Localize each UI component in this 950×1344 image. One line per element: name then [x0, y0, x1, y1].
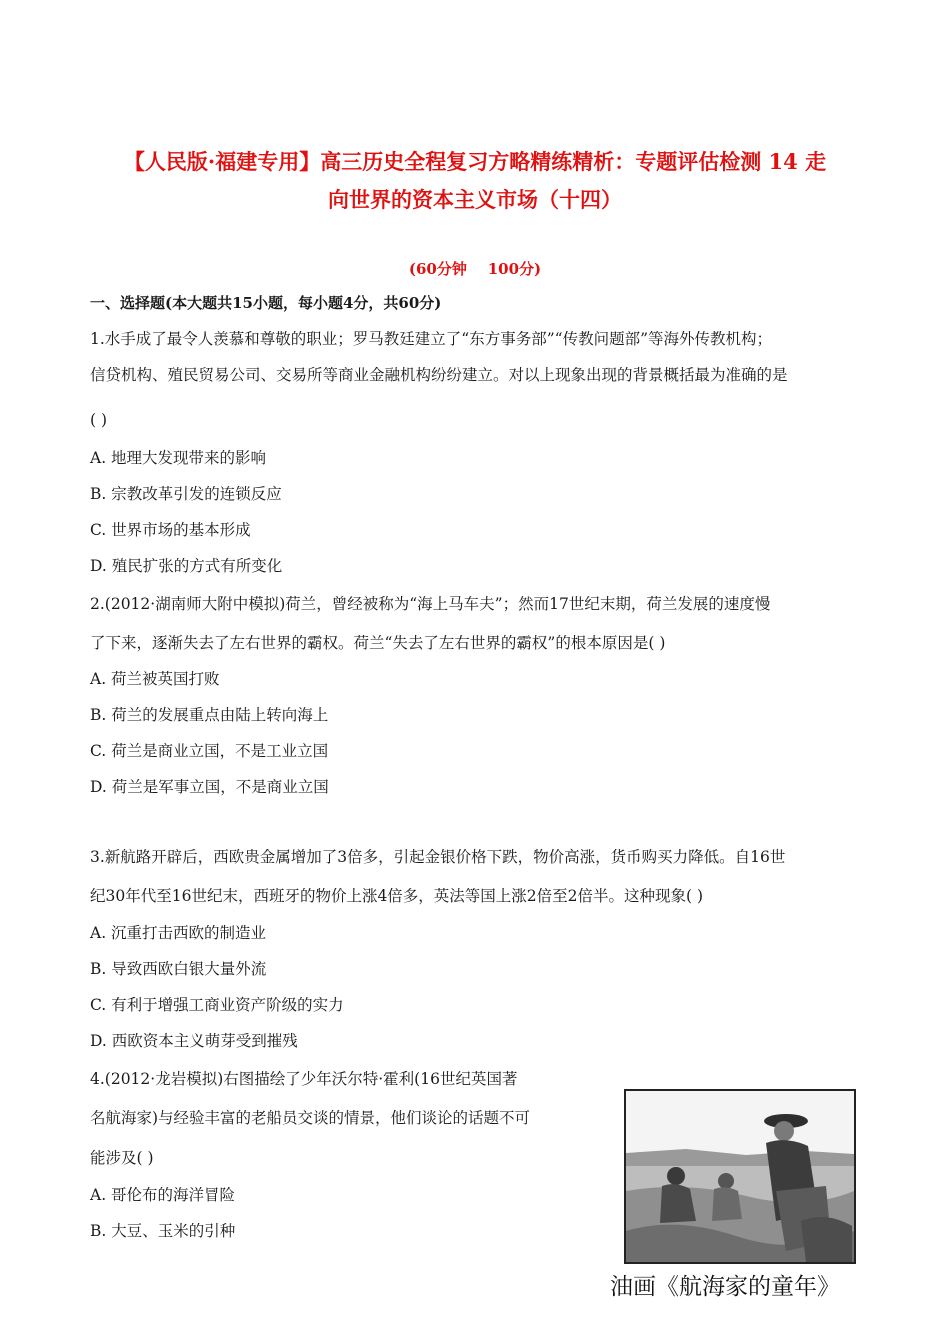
q1-option-a: A. 地理大发现带来的影响 [90, 449, 267, 467]
q2-stem-line-2: 了下来，逐渐失去了左右世界的霸权。荷兰“失去了左右世界的霸权”的根本原因是( ) [90, 634, 666, 652]
q4-stem-line-1: 4.(2012·龙岩模拟)右图描绘了少年沃尔特·霍利(16世纪英国著 [90, 1070, 518, 1088]
q1-option-d: D. 殖民扩张的方式有所变化 [90, 557, 283, 575]
document-title [80, 143, 870, 219]
q3-option-a: A. 沉重打击西欧的制造业 [90, 924, 267, 942]
q1-option-b: B. 宗教改革引发的连锁反应 [90, 485, 282, 503]
painting-figure [624, 1089, 856, 1264]
q4-option-b: B. 大豆、玉米的引种 [90, 1222, 236, 1240]
title-line-1: 【人民版·福建专用】高三历史全程复习方略精练精析：专题评估检测 14 走 [123, 149, 827, 174]
q4-option-a: A. 哥伦布的海洋冒险 [90, 1186, 236, 1204]
q2-option-c: C. 荷兰是商业立国，不是工业立国 [90, 742, 329, 760]
q1-stem-line-2: 信贷机构、殖民贸易公司、交易所等商业金融机构纷纷建立。对以上现象出现的背景概括最为准确的是 [90, 366, 788, 384]
q3-option-c: C. 有利于增强工商业资产阶级的实力 [90, 996, 344, 1014]
time-score-subtitle: (60分钟 100分) [408, 260, 542, 278]
title-line-2: 向世界的资本主义市场（十四） [328, 187, 622, 212]
q2-stem-line-1: 2.(2012·湖南师大附中模拟)荷兰，曾经被称为“海上马车夫”；然而17世纪末期，荷兰发展的速度慢 [90, 595, 771, 613]
q1-stem-line-1: 1.水手成了最令人羡慕和尊敬的职业；罗马教廷建立了“东方事务部”“传教问题部”等海外传教机构； [90, 330, 772, 348]
q4-stem-line-3: 能涉及( ) [90, 1149, 154, 1167]
q3-stem-line-1: 3.新航路开辟后，西欧贵金属增加了3倍多，引起金银价格下跌，物价高涨，货币购买力降低。自16世 [90, 848, 786, 866]
q1-stem-line-3: ( ) [90, 411, 108, 429]
q3-option-b: B. 导致西欧白银大量外流 [90, 960, 267, 978]
figure-caption: 油画《航海家的童年》 [610, 1274, 840, 1300]
painting-illustration [626, 1091, 854, 1262]
q4-stem-line-2: 名航海家)与经验丰富的老船员交谈的情景，他们谈论的话题不可 [90, 1109, 531, 1127]
q2-option-d: D. 荷兰是军事立国，不是商业立国 [90, 778, 329, 796]
q2-option-a: A. 荷兰被英国打败 [90, 670, 220, 688]
q1-option-c: C. 世界市场的基本形成 [90, 521, 251, 539]
section-heading: 一、选择题(本大题共15小题，每小题4分，共60分) [90, 294, 442, 312]
q3-option-d: D. 西欧资本主义萌芽受到摧残 [90, 1032, 298, 1050]
q3-stem-line-2: 纪30年代至16世纪末，西班牙的物价上涨4倍多，英法等国上涨2倍至2倍半。这种现象( ) [90, 887, 704, 905]
q2-option-b: B. 荷兰的发展重点由陆上转向海上 [90, 706, 329, 724]
